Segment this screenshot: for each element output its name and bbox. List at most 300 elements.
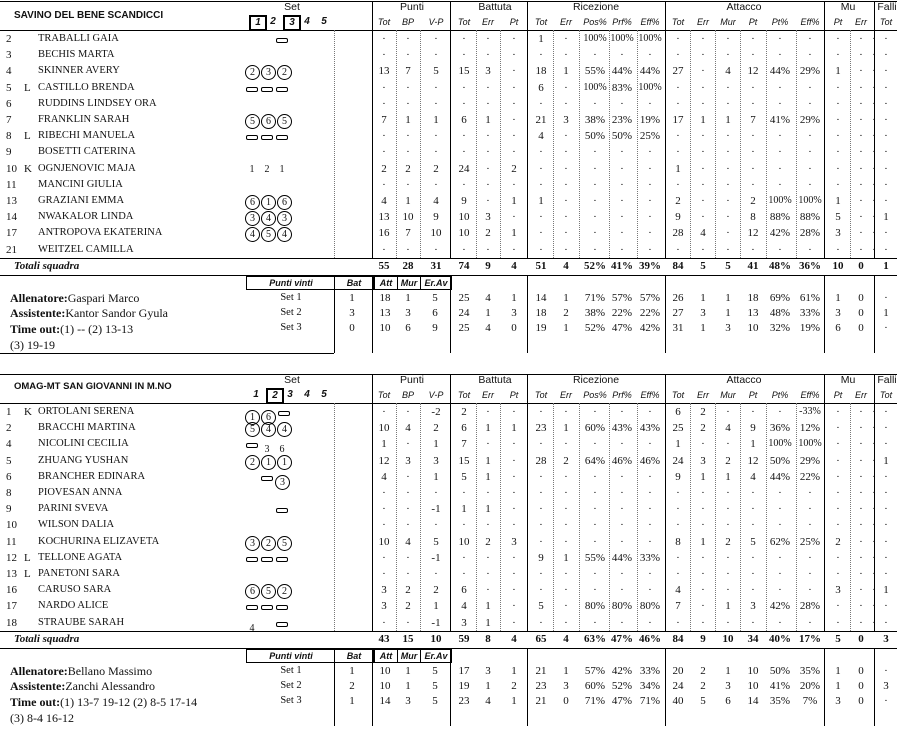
set-summary-row: [0, 292, 897, 308]
stat-value: ·: [884, 162, 888, 175]
total-value: 1: [883, 260, 889, 272]
erav-value: 6: [432, 307, 438, 319]
summary-value: 71%: [584, 695, 606, 707]
set-position: 2: [277, 584, 292, 599]
stat-value: ·: [836, 33, 840, 45]
summary-value: 18: [747, 292, 759, 304]
bench-marker: [245, 130, 259, 144]
subheader-eff: Eff%: [800, 17, 820, 27]
player-name: PIOVESAN ANNA: [38, 487, 123, 498]
stat-value: 1: [485, 470, 491, 483]
stat-value: ·: [701, 195, 705, 207]
summary-value: 22%: [611, 307, 633, 319]
set-position: 1: [277, 455, 292, 470]
subheader-tot: Tot: [377, 390, 391, 400]
subheader-err: Err: [697, 390, 709, 400]
set-positions: [245, 536, 293, 551]
stat-value: ·: [859, 600, 863, 613]
summary-value: 3: [700, 307, 706, 319]
stat-value: ·: [884, 49, 888, 62]
stat-value: ·: [872, 600, 876, 613]
subheader-tot: Tot: [671, 390, 685, 400]
stat-value: ·: [872, 438, 876, 451]
stat-value: ·: [808, 97, 812, 110]
header-battuta: Battuta: [478, 374, 512, 386]
assistant-name: Kantor Sandor Gyula: [65, 306, 168, 320]
player-number: 13: [6, 195, 17, 207]
summary-value: 33%: [799, 307, 821, 319]
stat-value: 80%: [611, 600, 633, 613]
set-positions: [245, 114, 293, 129]
player-name: ZHUANG YUSHAN: [38, 454, 129, 466]
stat-value: 15: [458, 454, 470, 467]
stat-value: ·: [512, 600, 516, 613]
set-positions: [245, 130, 290, 147]
stat-value: ·: [648, 487, 652, 499]
stat-value: ·: [564, 49, 568, 62]
subheader-vp: V-P: [428, 390, 444, 400]
stat-value: ·: [648, 470, 652, 483]
stat-value: ·: [539, 584, 543, 597]
summary-value: 1: [725, 307, 731, 319]
player-role: K: [24, 162, 32, 175]
stat-value: ·: [648, 568, 652, 580]
stat-value: ·: [859, 535, 863, 548]
column-divider: [450, 648, 451, 726]
stat-value: ·: [872, 195, 876, 207]
stat-value: ·: [486, 243, 490, 256]
stat-value: 2: [835, 535, 841, 548]
stat-value: 15: [458, 65, 470, 78]
stat-value: ·: [701, 503, 705, 516]
totals-label: Totali squadra: [14, 260, 80, 272]
summary-value: 24: [672, 680, 684, 692]
stat-value: 100%: [583, 81, 607, 93]
stat-value: ·: [872, 114, 876, 126]
total-value: 63%: [584, 633, 606, 645]
stat-value: 3: [511, 535, 517, 548]
stat-value: ·: [872, 406, 876, 418]
stat-value: ·: [726, 195, 730, 207]
stat-value: ·: [701, 162, 705, 175]
total-value: 41%: [611, 260, 633, 272]
set-position: [245, 503, 259, 517]
summary-header: Punti vinti: [246, 649, 336, 663]
summary-header: Att: [374, 276, 398, 290]
stat-value: ·: [836, 162, 840, 175]
summary-value: 1: [563, 322, 569, 334]
stat-value: ·: [859, 65, 863, 78]
stat-value: -33%: [799, 406, 821, 417]
set-position: 2: [264, 163, 270, 175]
stat-value: ·: [808, 178, 812, 191]
summary-value: 26: [672, 292, 684, 304]
stat-value: 46%: [611, 454, 633, 467]
summary-value: 10: [747, 680, 759, 692]
subheader-pt: Pt: [509, 17, 519, 27]
set-position: [245, 33, 259, 47]
subheader-pt: Pt: [833, 390, 843, 400]
stat-value: ·: [778, 97, 782, 110]
summary-value: 3: [511, 307, 517, 319]
stat-value: ·: [808, 162, 812, 175]
mur-value: 1: [405, 292, 411, 304]
stat-value: ·: [512, 503, 516, 516]
stat-value: ·: [701, 438, 705, 451]
player-row: [0, 422, 897, 438]
header-ricezione: Ricezione: [572, 1, 620, 13]
stat-value: ·: [406, 146, 410, 159]
set-position: 3: [277, 211, 292, 226]
stat-value: ·: [620, 535, 624, 548]
stat-value: ·: [808, 81, 812, 94]
stat-value: 1: [511, 227, 517, 240]
player-row: [0, 82, 897, 98]
stat-value: 1: [835, 195, 841, 207]
stat-value: 1: [485, 422, 491, 435]
subheader-err: Err: [560, 17, 572, 27]
stat-value: ·: [872, 81, 876, 94]
total-value: 9: [485, 260, 491, 272]
stat-value: 28%: [799, 600, 821, 613]
summary-value: 61%: [799, 292, 821, 304]
stat-value: 1: [433, 438, 439, 451]
player-row: [0, 584, 897, 600]
stat-value: 1: [883, 211, 889, 224]
stat-value: ·: [701, 600, 705, 613]
stat-value: ·: [406, 487, 410, 499]
stat-value: 25%: [799, 535, 821, 548]
stat-value: ·: [808, 243, 812, 256]
stat-value: ·: [872, 49, 876, 62]
divider: [0, 258, 897, 259]
total-value: 5: [725, 260, 731, 272]
stat-value: ·: [512, 584, 516, 597]
stat-value: 10: [458, 227, 470, 240]
stat-value: 100%: [638, 81, 662, 93]
stat-value: ·: [676, 97, 680, 110]
stat-value: 83%: [611, 81, 633, 94]
stat-value: 27: [672, 65, 684, 78]
stat-value: ·: [751, 162, 755, 175]
summary-value: 60%: [584, 680, 606, 692]
stat-value: 4: [405, 422, 411, 435]
subheader-pt: Pt: [509, 390, 519, 400]
stat-value: ·: [486, 146, 490, 159]
subheader-err: Err: [560, 390, 572, 400]
stat-value: 2: [700, 406, 706, 418]
stat-value: 13: [378, 65, 390, 78]
stat-value: 4: [381, 470, 387, 483]
stat-value: ·: [859, 568, 863, 580]
stat-value: 1: [433, 114, 439, 126]
bench-marker: [245, 438, 259, 452]
player-name: MANCINI GIULIA: [38, 178, 123, 190]
stat-value: ·: [884, 178, 888, 191]
stat-value: ·: [872, 551, 876, 564]
set-position: 4: [261, 211, 276, 226]
stat-value: ·: [539, 519, 543, 532]
stat-value: ·: [751, 487, 755, 499]
stat-value: ·: [593, 535, 597, 548]
stat-value: 1: [725, 114, 731, 126]
summary-value: 25: [458, 292, 470, 304]
stat-value: ·: [382, 616, 386, 629]
stat-value: ·: [676, 568, 680, 580]
stat-value: ·: [836, 114, 840, 126]
stat-value: 8: [675, 535, 681, 548]
stat-value: 9: [675, 470, 681, 483]
stat-value: ·: [564, 600, 568, 613]
stat-value: ·: [486, 33, 490, 45]
bench-marker: [245, 600, 259, 614]
total-value: 47%: [611, 633, 633, 645]
set-position: 4: [249, 622, 255, 634]
stat-value: ·: [751, 503, 755, 516]
set-number-1: 1: [249, 15, 267, 31]
total-value: 4: [511, 260, 517, 272]
stat-value: 43%: [611, 422, 633, 435]
stat-value: 1: [563, 65, 569, 78]
player-number: 2: [6, 33, 12, 45]
stat-value: 9: [750, 422, 756, 435]
stat-value: ·: [593, 243, 597, 256]
stat-value: ·: [648, 97, 652, 110]
stat-value: 4: [750, 470, 756, 483]
stat-value: ·: [539, 487, 543, 499]
stat-value: 2: [433, 162, 439, 175]
stat-value: 3: [405, 454, 411, 467]
summary-value: 0: [858, 307, 864, 319]
stat-value: ·: [620, 568, 624, 580]
stat-value: ·: [593, 616, 597, 629]
timeout-line-2: (3) 8-4 16-12: [10, 711, 74, 725]
stat-value: ·: [884, 97, 888, 110]
column-divider: [334, 275, 335, 353]
stat-value: ·: [564, 227, 568, 240]
stat-value: 2: [700, 422, 706, 435]
summary-value: ·: [884, 292, 888, 304]
player-row: [0, 163, 897, 179]
subheader-err: Err: [855, 17, 867, 27]
timeout-values: (1) -- (2) 13-13: [60, 322, 134, 336]
stat-value: ·: [512, 114, 516, 126]
stat-value: ·: [676, 81, 680, 94]
bench-marker: [260, 82, 274, 96]
summary-value: 1: [725, 665, 731, 677]
player-number: 13: [6, 568, 17, 580]
column-divider: [824, 648, 825, 726]
stat-value: ·: [382, 49, 386, 62]
stat-value: ·: [512, 211, 516, 224]
stat-value: 7: [405, 227, 411, 240]
stat-value: ·: [406, 438, 410, 451]
stat-value: -1: [431, 503, 441, 516]
stat-value: ·: [726, 406, 730, 418]
stat-value: 7: [750, 114, 756, 126]
player-number: 3: [6, 49, 12, 62]
summary-value: 13: [747, 307, 759, 319]
total-value: 4: [511, 633, 517, 645]
stat-value: ·: [751, 243, 755, 256]
stat-value: 88%: [769, 211, 791, 224]
player-name: ORTOLANI SERENA: [38, 406, 135, 417]
header-mu: Mu: [840, 374, 856, 386]
stat-value: ·: [701, 211, 705, 224]
stat-value: 1: [700, 470, 706, 483]
stat-value: ·: [726, 49, 730, 62]
stat-value: 4: [675, 584, 681, 597]
player-number: 5: [6, 454, 12, 467]
stat-value: ·: [872, 616, 876, 629]
mur-value: 1: [405, 665, 411, 677]
summary-value: 3: [725, 680, 731, 692]
stat-value: ·: [462, 568, 466, 580]
set-positions: [245, 227, 293, 242]
summary-value: 47%: [611, 322, 633, 334]
stat-value: ·: [593, 438, 597, 451]
stat-value: ·: [859, 178, 863, 191]
summary-value: 2: [700, 680, 706, 692]
stat-value: ·: [486, 162, 490, 175]
summary-value: 1: [835, 665, 841, 677]
stat-value: ·: [539, 470, 543, 483]
total-value: 10: [430, 633, 442, 645]
total-value: 28: [402, 260, 414, 272]
stat-value: ·: [406, 130, 410, 143]
summary-value: 57%: [639, 292, 661, 304]
stat-value: 1: [883, 454, 889, 467]
player-row: [0, 406, 897, 422]
timeout-label: Time out:: [10, 322, 61, 336]
player-name: SKINNER AVERY: [38, 65, 120, 77]
player-row: [0, 146, 897, 162]
subheader-eff: Eff%: [800, 390, 820, 400]
stat-value: ·: [751, 33, 755, 45]
set-position: 3: [264, 444, 270, 456]
player-name: NARDO ALICE: [38, 600, 109, 612]
stat-value: ·: [512, 551, 516, 564]
subheader-ptp: Pt%: [771, 17, 789, 27]
stat-value: 1: [511, 195, 517, 207]
stat-value: 1: [433, 600, 439, 613]
summary-value: 10: [747, 665, 759, 677]
stat-value: 1: [700, 114, 706, 126]
set-number-3: 3: [283, 15, 301, 31]
stat-value: ·: [593, 568, 597, 580]
total-value: 46%: [639, 633, 661, 645]
player-name: BOSETTI CATERINA: [38, 146, 136, 158]
stat-value: ·: [406, 503, 410, 516]
stat-value: 7: [381, 114, 387, 126]
bench-marker: [275, 82, 289, 96]
subheader-err: Err: [482, 17, 494, 27]
stat-value: ·: [593, 519, 597, 532]
summary-value: 24: [458, 307, 470, 319]
stat-value: ·: [564, 487, 568, 499]
stat-value: ·: [884, 600, 888, 613]
stat-value: ·: [593, 227, 597, 240]
summary-value: 6: [835, 322, 841, 334]
stat-value: ·: [648, 162, 652, 175]
stat-value: ·: [872, 584, 876, 597]
summary-value: 3: [883, 680, 889, 692]
header-falli: Falli: [877, 1, 897, 13]
stat-value: 64%: [584, 454, 606, 467]
player-number: 11: [6, 178, 17, 191]
assistant-label: Assistente:: [10, 679, 66, 693]
stat-value: ·: [620, 195, 624, 207]
stat-value: 50%: [769, 454, 791, 467]
stat-value: 100%: [638, 33, 662, 44]
player-name: WILSON DALIA: [38, 519, 115, 531]
total-value: 15: [402, 633, 414, 645]
stat-value: ·: [836, 551, 840, 564]
stat-value: ·: [778, 178, 782, 191]
player-name: RUDDINS LINDSEY ORA: [38, 97, 157, 109]
stat-value: ·: [859, 616, 863, 629]
subheader-tot: Tot: [879, 390, 893, 400]
stat-value: ·: [808, 551, 812, 564]
total-value: 84: [672, 633, 684, 645]
stat-value: ·: [539, 146, 543, 159]
set-position: 6: [245, 195, 260, 210]
stat-value: ·: [701, 65, 705, 78]
stat-value: ·: [593, 146, 597, 159]
stat-value: ·: [859, 162, 863, 175]
set-number-5: 5: [321, 16, 327, 27]
stat-value: ·: [808, 503, 812, 516]
summary-value: 47%: [611, 695, 633, 707]
stat-value: 1: [750, 438, 756, 451]
subheader-err: Err: [697, 17, 709, 27]
stat-value: ·: [884, 551, 888, 564]
stat-value: 1: [485, 503, 491, 516]
stat-value: 3: [433, 454, 439, 467]
att-value: 18: [379, 292, 391, 304]
stat-value: ·: [872, 503, 876, 516]
set-position: 1: [249, 163, 255, 175]
stat-value: ·: [406, 470, 410, 483]
stat-value: ·: [836, 97, 840, 110]
player-role: K: [24, 406, 32, 418]
stat-value: ·: [593, 211, 597, 224]
bench-marker: [275, 130, 289, 144]
stat-value: ·: [751, 97, 755, 110]
team-section: [0, 373, 897, 745]
stat-value: ·: [778, 81, 782, 94]
subheader-pt: Pt: [833, 17, 843, 27]
stat-value: 1: [563, 422, 569, 435]
stat-value: ·: [620, 470, 624, 483]
stat-value: 1: [538, 33, 544, 45]
player-name: TRABALLI GAIA: [38, 33, 119, 44]
stat-value: 2: [405, 162, 411, 175]
divider: [0, 631, 897, 632]
stat-value: ·: [808, 146, 812, 159]
subheader-err: Err: [855, 390, 867, 400]
player-number: 8: [6, 487, 12, 499]
set-positions: [245, 455, 293, 470]
player-role: L: [24, 81, 31, 94]
stat-value: ·: [676, 243, 680, 256]
bench-marker: [275, 600, 289, 614]
stat-value: ·: [620, 406, 624, 418]
stat-value: ·: [859, 503, 863, 516]
stat-value: 4: [405, 535, 411, 548]
stat-value: 2: [675, 195, 681, 207]
stat-value: 88%: [799, 211, 821, 224]
